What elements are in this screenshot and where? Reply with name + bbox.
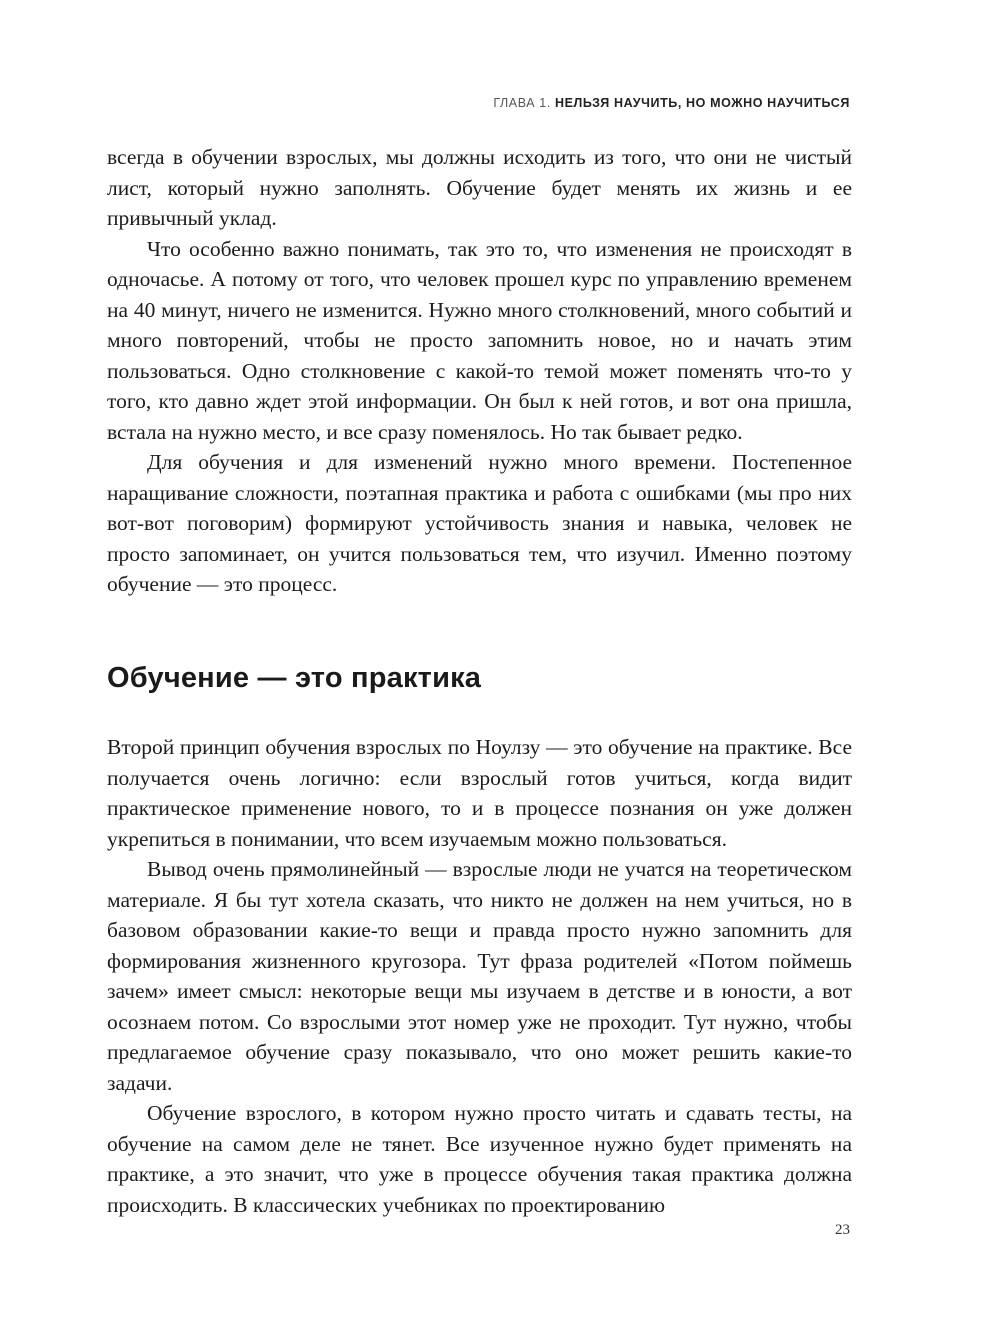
section-heading: Обучение — это практика xyxy=(107,662,482,694)
paragraph-continued: всегда в обучении взрослых, мы должны исходить из того, что они не чистый лист, который нужно заполнять. Обучение будет менять их жизнь и ее привычный уклад. xyxy=(107,145,852,230)
paragraph: Обучение взрослого, в котором нужно просто читать и сдавать тесты, на обучение на самом деле не тянет. Все изученное нужно будет применять на практике, а это значит, что уже в процессе обучения такая практика должна происходить. В классических учебниках по проектированию xyxy=(107,1101,852,1217)
section-one-body xyxy=(107,142,852,600)
chapter-label: ГЛАВА 1. xyxy=(493,96,551,110)
paragraph: Для обучения и для изменений нужно много времени. Постепенное наращивание сложности, поэтапная практика и работа с ошибками (мы про них вот-вот поговорим) формируют устойчивость знания и навыка, человек не просто запоминает, он учится пользоваться тем, что изучил. Именно поэтому обучение — это процесс. xyxy=(107,450,852,596)
paragraph: Вывод очень прямолинейный — взрослые люди не учатся на теоретическом материале. Я бы тут хотела сказать, что никто не должен на нем учиться, но в базовом образовании какие-то вещи и правда просто нужно запомнить для формирования жизненного кругозора. Тут фраза родителей «Потом поймешь зачем» имеет смысл: некоторые вещи мы изучаем в детстве и в юности, а вот осознаем потом. Со взрослыми этот номер уже не проходит. Тут нужно, чтобы предлагаемое обучение сразу показывало, что оно может решить какие-то задачи. xyxy=(107,857,852,1095)
running-header xyxy=(493,96,850,110)
chapter-title: НЕЛЬЗЯ НАУЧИТЬ, НО МОЖНО НАУЧИТЬСЯ xyxy=(554,96,850,110)
paragraph: Второй принцип обучения взрослых по Ноулзу — это обучение на практике. Все получается очень логично: если взрослый готов учиться, когда видит практическое применение нового, то и в процессе познания он уже должен укрепиться в понимании, что всем изучаемым можно пользоваться. xyxy=(107,735,852,851)
paragraph: Что особенно важно понимать, так это то, что изменения не происходят в одночасье. А потому от того, что человек прошел курс по управлению временем на 40 минут, ничего не изменится. Нужно много столкновений, много событий и много повторений, чтобы не просто запомнить новое, но и начать этим пользоваться. Одно столкновение с какой-то темой может поменять что-то у того, кто давно ждет этой информации. Он был к ней готов, и вот она пришла, встала на нужно место, и все сразу поменялось. Но так бывает редко. xyxy=(107,236,852,444)
page-number: 23 xyxy=(835,1222,850,1238)
section-two-body xyxy=(107,732,852,1220)
